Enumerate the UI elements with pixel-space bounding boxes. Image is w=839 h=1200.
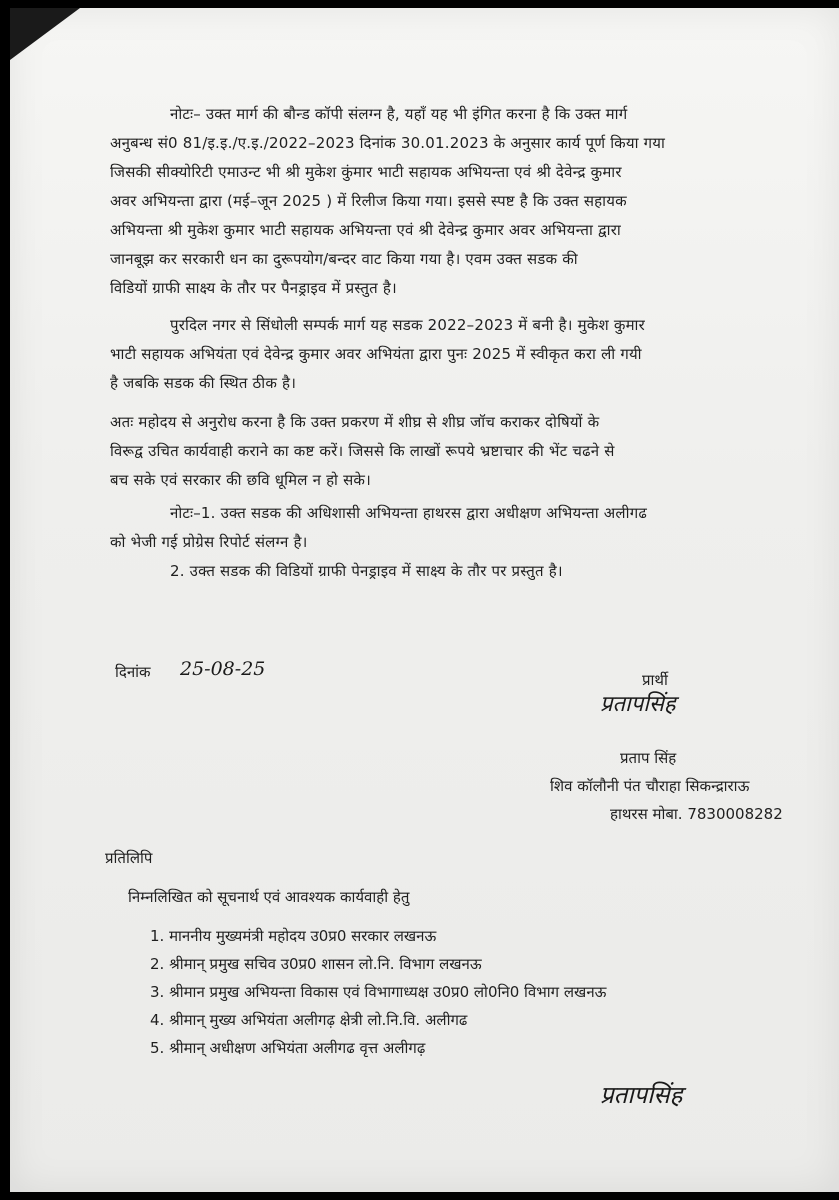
copy-heading: प्रतिलिपि: [105, 849, 153, 867]
note1-line-5: अभियन्ता श्री मुकेश कुमार भाटी सहायक अभियन्ता एवं श्री देवेन्द्र कुमार अवर अभियन्ता द्वारा: [110, 221, 621, 239]
applicant-address: शिव कॉलौनी पंत चौराहा सिकन्द्राराऊ: [550, 777, 750, 795]
applicant-phone: हाथरस मोबा. 7830008282: [610, 805, 783, 823]
signature-top: प्रतापसिंह: [600, 692, 676, 717]
letter-page: [10, 8, 839, 1192]
para2-line-2: भाटी सहायक अभियंता एवं देवेन्द्र कुमार अवर अभियंता द्वारा पुनः 2025 में स्वीकृत करा ली गयी: [110, 345, 642, 363]
note1-line-6: जानबूझ कर सरकारी धन का दुरूपयोग/बन्दर वाट किया गया है। एवम उक्त सडक की: [110, 250, 578, 268]
signature-bottom: प्रतापसिंह: [600, 1081, 683, 1109]
recipient-5: 5. श्रीमान् अधीक्षण अभियंता अलीगढ वृत्त अलीगढ़: [150, 1039, 426, 1057]
note1-line-2: अनुबन्ध सं0 81/इ.इ./ए.इ./2022–2023 दिनांक 30.01.2023 के अनुसार कार्य पूर्ण किया गया: [110, 134, 666, 152]
para3-line-1: अतः महोदय से अनुरोध करना है कि उक्त प्रकरण में शीघ्र से शीघ्र जॉच कराकर दोषियों के: [110, 413, 600, 431]
recipient-4: 4. श्रीमान् मुख्य अभियंता अलीगढ़ क्षेत्री लो.नि.वि. अलीगढ: [150, 1011, 468, 1029]
recipient-1: 1. माननीय मुख्यमंत्री महोदय उ0प्र0 सरकार लखनऊ: [150, 927, 437, 945]
note1-line-1: नोटः– उक्त मार्ग की बौन्ड कॉपी संलग्न है, यहाँ यह भी इंगित करना है कि उक्त मार्ग: [170, 105, 628, 123]
para3-line-3: बच सके एवं सरकार की छवि धूमिल न हो सके।: [110, 471, 372, 489]
applicant-name: प्रताप सिंह: [620, 749, 677, 767]
note1-line-4: अवर अभियन्ता द्वारा (मई–जून 2025 ) में रिलीज किया गया। इससे स्पष्ट है कि उक्त सहायक: [110, 192, 627, 210]
note2-line-3: 2. उक्त सडक की विडियों ग्राफी पेनड्राइव में साक्ष्य के तौर पर प्रस्तुत है।: [170, 562, 563, 580]
note1-line-7: विडियों ग्राफी साक्ष्य के तौर पर पैनड्राइव में प्रस्तुत है।: [110, 279, 397, 297]
copy-intro: निम्नलिखित को सूचनार्थ एवं आवश्यक कार्यवाही हेतु: [128, 888, 410, 906]
para3-line-2: विरूद्व उचित कार्यवाही कराने का कष्ट करें। जिससे कि लाखों रूपये भ्रष्टाचार की भेंट चढने से: [110, 442, 615, 460]
recipient-2: 2. श्रीमान् प्रमुख सचिव उ0प्र0 शासन लो.नि. विभाग लखनऊ: [150, 955, 482, 973]
para2-line-3: है जबकि सडक की स्थित ठीक है।: [110, 374, 297, 392]
note2-line-2: को भेजी गई प्रोग्रेस रिपोर्ट संलग्न है।: [110, 533, 308, 551]
date-handwritten: 25-08-25: [180, 658, 266, 680]
para2-line-1: पुरदिल नगर से सिंधोली सम्पर्क मार्ग यह सडक 2022–2023 में बनी है। मुकेश कुमार: [170, 316, 645, 334]
applicant-label: प्रार्थी: [642, 671, 668, 689]
date-label: दिनांक: [115, 663, 151, 681]
recipient-3: 3. श्रीमान प्रमुख अभियन्ता विकास एवं विभागाध्यक्ष उ0प्र0 लो0नि0 विभाग लखनऊ: [150, 983, 607, 1001]
note1-line-3: जिसकी सीक्योरिटी एमाउन्ट भी श्री मुकेश कुंमार भाटी सहायक अभियन्ता एवं श्री देवेन्द्र कुमार: [110, 163, 622, 181]
note2-line-1: नोटः–1. उक्त सडक की अधिशासी अभियन्ता हाथरस द्वारा अधीक्षण अभियन्ता अलीगढ: [170, 504, 647, 522]
bottom-edge: [0, 1192, 839, 1200]
folded-corner: [10, 8, 80, 60]
